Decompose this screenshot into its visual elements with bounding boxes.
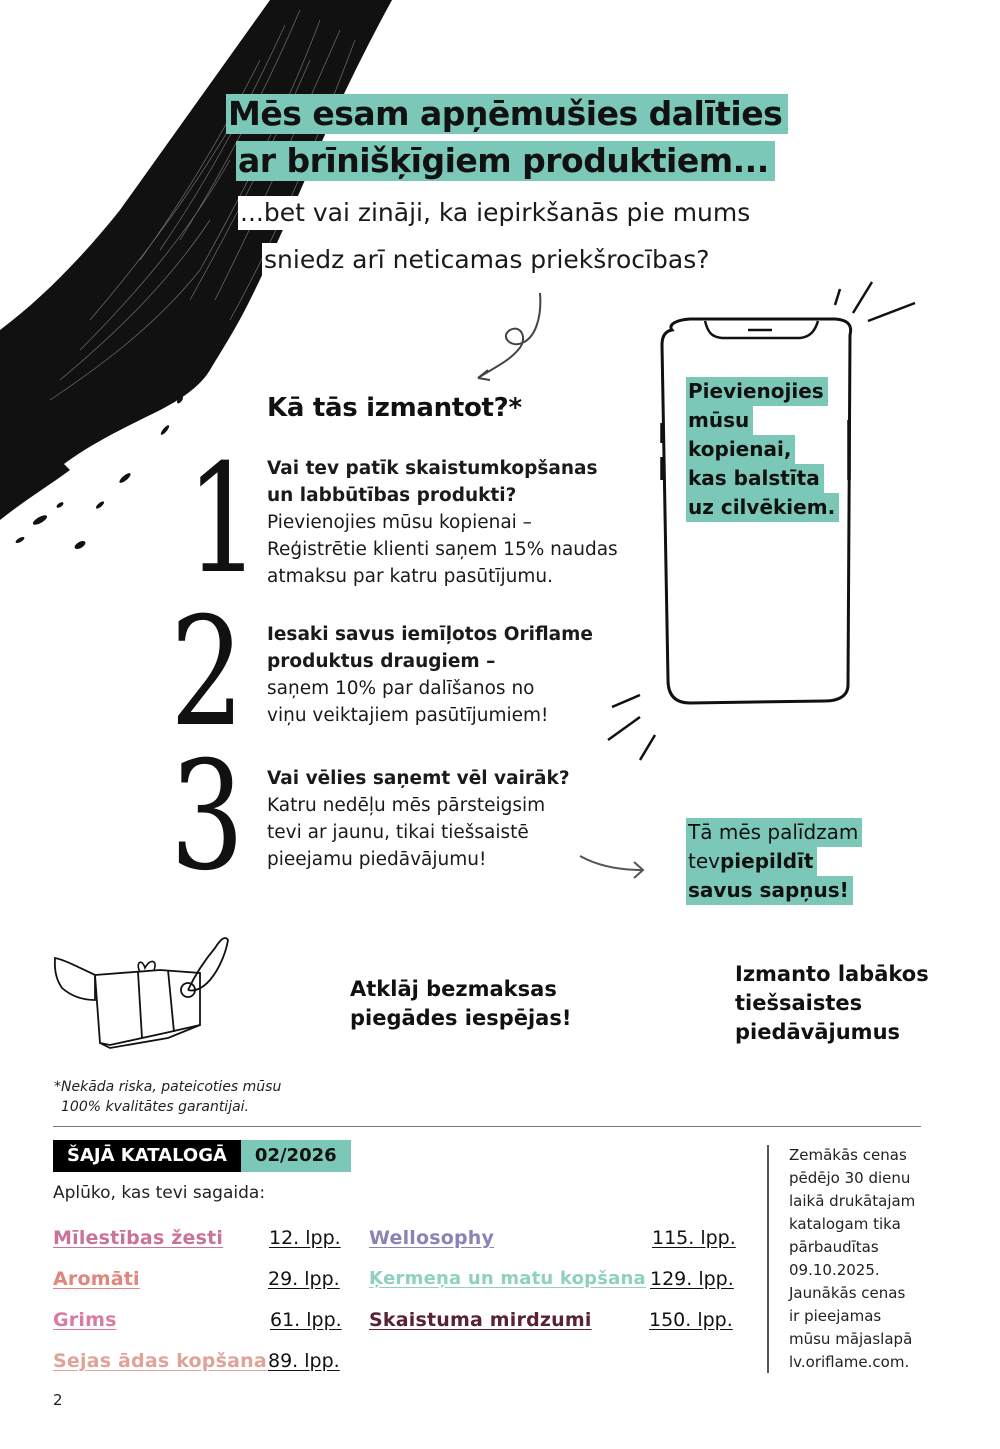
flying-gift-box-icon (50, 930, 235, 1055)
online-offers-line-1: Izmanto labākos (735, 962, 929, 986)
right-arrow-icon (578, 848, 650, 884)
online-offers-line-3: piedāvājumus (735, 1020, 901, 1044)
free-delivery-line-2: piegādes iespējas! (350, 1006, 572, 1030)
toc-link-grims[interactable]: Grims (53, 1309, 117, 1331)
step-1-title-2: un labbūtības produkti? (267, 485, 517, 506)
phone-line-3: kopienai, (686, 435, 795, 464)
toc-link-wellosophy[interactable]: Wellosophy (369, 1227, 495, 1249)
toc-page-115[interactable]: 115. lpp. (652, 1227, 736, 1249)
toc-page-150[interactable]: 150. lpp. (649, 1309, 733, 1331)
how-to-heading: Kā tās izmantot?* (267, 393, 522, 423)
free-delivery-text (350, 975, 571, 1033)
free-delivery-line-1: Atklāj bezmaksas (350, 977, 557, 1001)
catalog-intro: Aplūko, kas tevi sagaida: (53, 1183, 266, 1203)
phone-line-2: mūsu (686, 406, 753, 435)
step-2-body-1: saņem 10% par dalīšanos no (267, 678, 535, 699)
step-3-title-1: Vai vēlies saņemt vēl vairāk? (267, 768, 570, 789)
headline-line-1: Mēs esam apņēmušies dalīties (226, 94, 788, 134)
catalog-header (53, 1140, 351, 1172)
step-1 (267, 455, 647, 590)
catalog-label: ŠAJĀ KATALOGĀ (53, 1140, 241, 1172)
online-offers-line-2: tiešsaistes (735, 991, 863, 1015)
step-2-title-1: Iesaki savus iemīļotos Oriflame (267, 624, 593, 645)
dream-callout (686, 818, 862, 905)
footnote-line-2: 100% kvalitātes garantijai. (61, 1099, 250, 1115)
dream-line-1: Tā mēs palīdzam (686, 818, 862, 847)
toc-link-kermena-un-matu-kopsana[interactable]: Ķermeņa un matu kopšana (369, 1268, 646, 1289)
subheadline-line-2: sniedz arī neticamas priekšrocības? (262, 243, 713, 277)
price-note-line: mūsu mājaslapā (789, 1330, 913, 1348)
step-1-body-3: atmaksu par katru pasūtījumu. (267, 566, 553, 587)
price-note-line: lv.oriflame.com. (789, 1353, 910, 1371)
phone-message (686, 377, 839, 522)
price-note-line: ir pieejamas (789, 1307, 882, 1325)
toc-page-61[interactable]: 61. lpp. (270, 1309, 342, 1331)
phone-line-5: uz cilvēkiem. (686, 493, 839, 522)
curly-arrow-icon (470, 288, 560, 388)
footnote (54, 1077, 281, 1117)
price-note-divider (767, 1145, 769, 1373)
step-number-1: 1 (186, 433, 261, 607)
dream-line-3: savus sapņus! (686, 876, 853, 905)
step-1-body-1: Pievienojies mūsu kopienai – (267, 512, 532, 533)
toc-page-29[interactable]: 29. lpp. (268, 1268, 340, 1290)
price-note-line: katalogam tika (789, 1215, 901, 1233)
step-3-body-1: Katru nedēļu mēs pārsteigsim (267, 795, 546, 816)
step-3-body-3: pieejamu piedāvājumu! (267, 849, 487, 870)
price-note-line: pārbaudītas (789, 1238, 879, 1256)
phone-line-1: Pievienojies (686, 377, 828, 406)
phone-line-4: kas balstīta (686, 464, 824, 493)
step-1-title-1: Vai tev patīk skaistumkopšanas (267, 458, 598, 479)
toc-link-sejas-adas-kopsana[interactable]: Sejas ādas kopšana (53, 1350, 267, 1372)
step-2 (267, 621, 647, 729)
toc-page-129[interactable]: 129. lpp. (650, 1268, 734, 1290)
price-note-line: pēdējo 30 dienu (789, 1169, 911, 1187)
online-offers-text (735, 960, 929, 1047)
toc-page-89[interactable]: 89. lpp. (268, 1350, 340, 1372)
catalog-issue: 02/2026 (241, 1140, 351, 1172)
step-2-body-2: viņu veiktajiem pasūtījumiem! (267, 705, 549, 726)
price-note-line: Zemākās cenas (789, 1146, 907, 1164)
step-3-body-2: tevi ar jaunu, tikai tiešsaistē (267, 822, 529, 843)
price-note (789, 1144, 939, 1374)
toc-page-12[interactable]: 12. lpp. (269, 1227, 341, 1249)
price-note-line: 09.10.2025. (789, 1261, 880, 1279)
page-number: 2 (53, 1391, 63, 1409)
toc-link-milestibas-zesti[interactable]: Mīlestības žesti (53, 1227, 224, 1249)
section-divider (53, 1126, 921, 1127)
price-note-line: Jaunākās cenas (789, 1284, 906, 1302)
headline-line-2: ar brīnišķīgiem produktiem... (236, 141, 775, 181)
dream-line-2-regular: tev (688, 849, 720, 873)
footnote-line-1: *Nekāda riska, pateicoties mūsu (54, 1079, 282, 1095)
toc-link-aromati[interactable]: Aromāti (53, 1268, 140, 1290)
step-number-2: 2 (170, 586, 245, 760)
step-1-body-2: Reģistrētie klienti saņem 15% naudas (267, 539, 618, 560)
sparkle-lines-icon (600, 685, 670, 765)
dream-line-2-bold: piepildīt (719, 849, 814, 873)
dream-line-2 (686, 847, 817, 876)
step-2-title-2: produktus draugiem – (267, 651, 496, 672)
price-note-line: laikā drukātajam (789, 1192, 916, 1210)
toc-link-skaistuma-mirdzumi[interactable]: Skaistuma mirdzumi (369, 1309, 592, 1331)
subheadline-line-1: ...bet vai zināji, ka iepirkšanās pie mums (238, 196, 754, 230)
step-number-3: 3 (170, 730, 245, 904)
